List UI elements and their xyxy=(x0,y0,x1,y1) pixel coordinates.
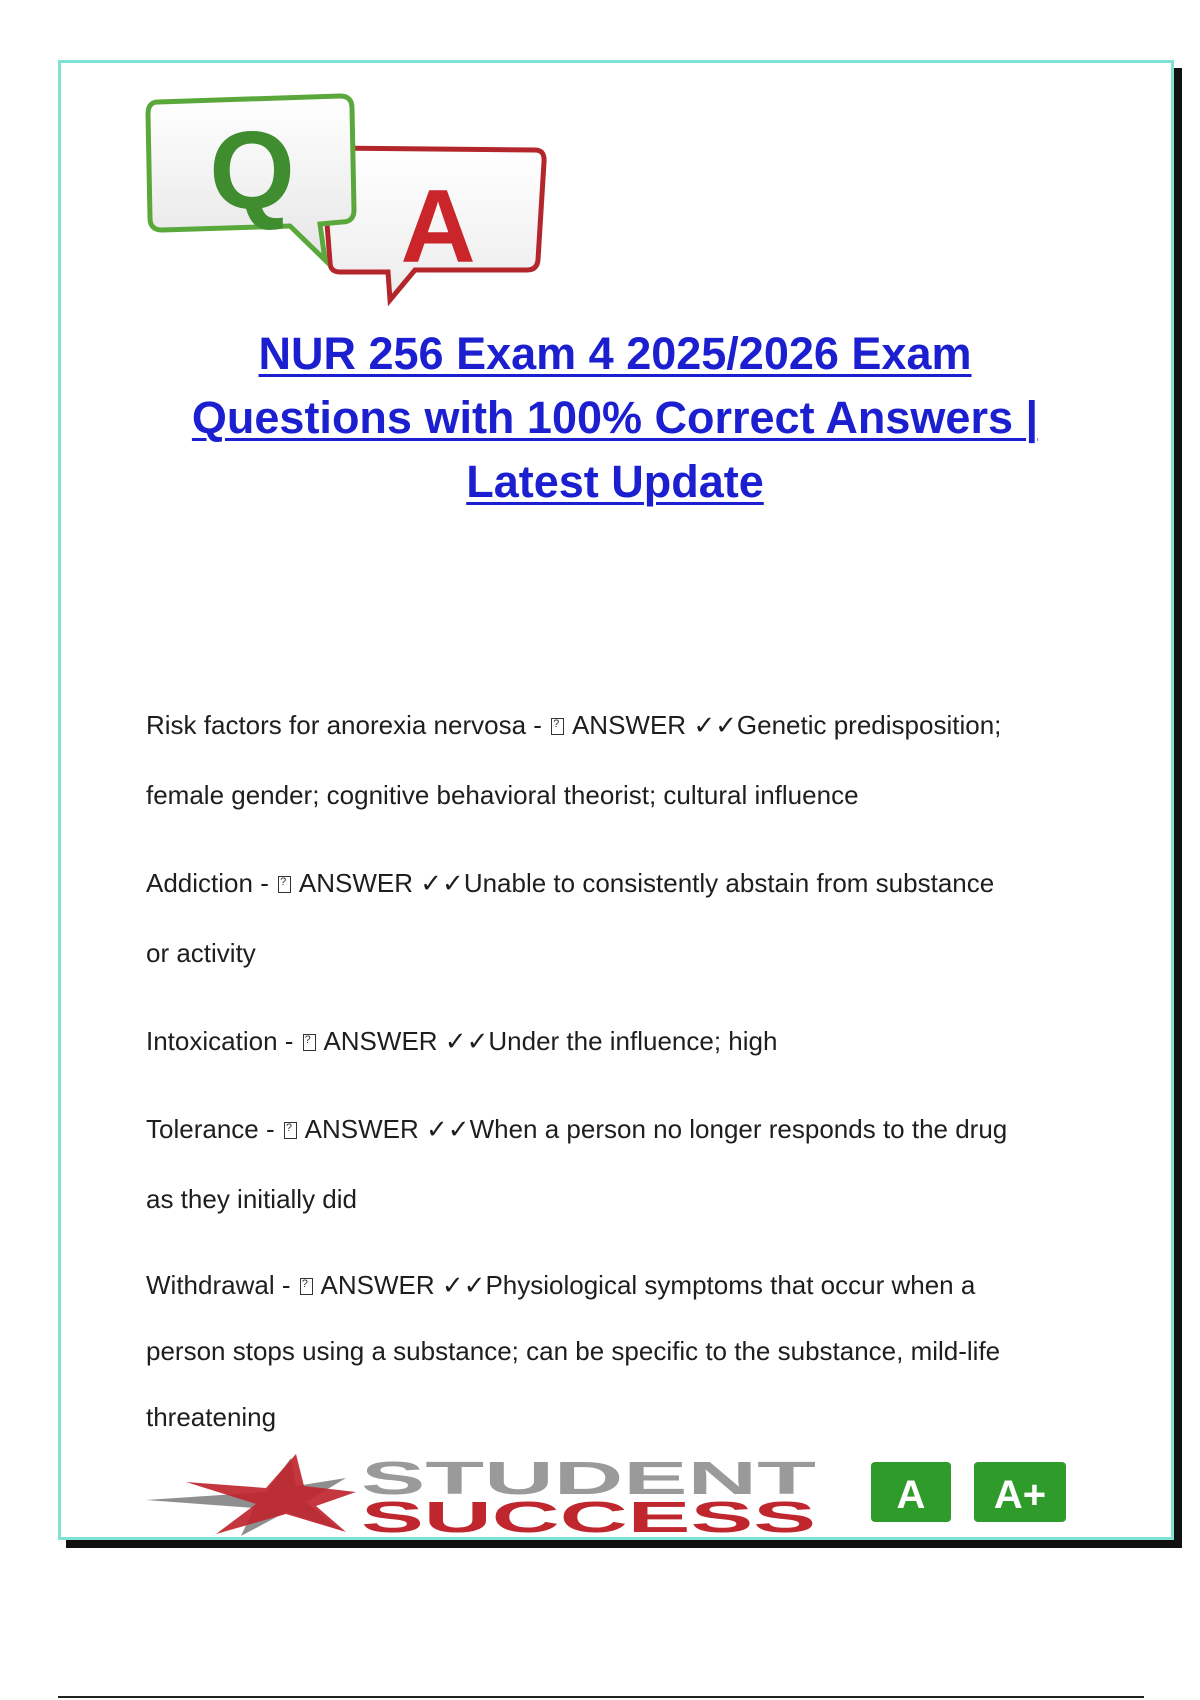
question-term: Addiction xyxy=(146,868,253,898)
answer-text: Physiological symptoms that occur when a xyxy=(485,1270,976,1300)
qa-item xyxy=(146,1094,1096,1234)
answer-text: When a person no longer responds to the drug xyxy=(469,1114,1008,1144)
qa-item xyxy=(146,1006,1096,1076)
answer-text: Unable to consistently abstain from substance xyxy=(463,868,995,898)
title-line-1: NUR 256 Exam 4 2025/2026 Exam xyxy=(258,328,972,379)
answer-text-continued: threatening xyxy=(146,1402,277,1432)
check-marks: ✓✓ xyxy=(441,1270,486,1300)
check-marks: ✓✓ xyxy=(420,868,464,898)
question-term: Intoxication xyxy=(146,1026,278,1056)
missing-glyph-icon xyxy=(278,876,291,893)
student-success-logo xyxy=(146,1452,1076,1536)
q-letter: Q xyxy=(209,109,295,232)
grade-a-badge xyxy=(871,1462,951,1522)
question-term: Tolerance xyxy=(146,1114,259,1144)
qa-logo xyxy=(140,90,560,330)
answer-text: Under the influence; high xyxy=(488,1026,778,1056)
answer-text-continued: person stops using a substance; can be specific to the substance, mild-life xyxy=(146,1336,1001,1366)
check-marks: ✓✓ xyxy=(444,1026,489,1056)
question-term: Risk factors for anorexia nervosa xyxy=(146,710,527,740)
qa-list xyxy=(146,690,1096,1468)
answer-text-continued: female gender; cognitive behavioral theorist; cultural influence xyxy=(146,780,859,810)
answer-label: ANSWER xyxy=(320,1270,435,1300)
missing-glyph-icon xyxy=(300,1278,313,1295)
qa-item xyxy=(146,690,1096,830)
grade-a-plus-text: A+ xyxy=(993,1473,1047,1517)
qa-line: Tolerance - ? ANSWER ✓✓When a person no longer responds to the drug xyxy=(146,1094,1096,1164)
grade-a-text: A xyxy=(896,1473,926,1517)
qa-line: Addiction - ? ANSWER ✓✓Unable to consistently abstain from substance xyxy=(146,848,1096,918)
title-link[interactable] xyxy=(120,322,1110,514)
page-divider xyxy=(58,1696,1144,1698)
check-marks: ✓✓ xyxy=(426,1114,470,1144)
answer-label: ANSWER xyxy=(304,1114,419,1144)
star-swoosh-icon xyxy=(146,1454,356,1536)
missing-glyph-icon xyxy=(551,718,564,735)
answer-text: Genetic predisposition; xyxy=(736,710,1002,740)
answer-label: ANSWER xyxy=(571,710,687,740)
qa-item xyxy=(146,848,1096,988)
brand-success: SUCCESS xyxy=(361,1493,816,1536)
brand-student: STUDENT xyxy=(361,1452,816,1504)
qa-item xyxy=(146,1252,1096,1450)
title-line-2: Questions with 100% Correct Answers | xyxy=(191,392,1039,443)
question-term: Withdrawal xyxy=(146,1270,275,1300)
a-letter: A xyxy=(400,169,476,285)
missing-glyph-icon xyxy=(284,1122,297,1139)
qa-line: Withdrawal - ? ANSWER ✓✓Physiological symptoms that occur when a xyxy=(146,1252,1096,1318)
answer-label: ANSWER xyxy=(323,1026,438,1056)
qa-line: Intoxication - ? ANSWER ✓✓Under the influence; high xyxy=(146,1006,1096,1076)
answer-label: ANSWER xyxy=(298,868,413,898)
answer-text-continued: as they initially did xyxy=(146,1184,357,1214)
answer-text-continued: or activity xyxy=(146,938,256,968)
grade-a-plus-badge xyxy=(974,1462,1066,1522)
document-title xyxy=(120,322,1110,514)
qa-line: Risk factors for anorexia nervosa - ? ANSWER ✓✓Genetic predisposition; xyxy=(146,690,1096,760)
missing-glyph-icon xyxy=(303,1034,316,1051)
check-marks: ✓✓ xyxy=(693,710,737,740)
title-line-3: Latest Update xyxy=(466,456,764,507)
